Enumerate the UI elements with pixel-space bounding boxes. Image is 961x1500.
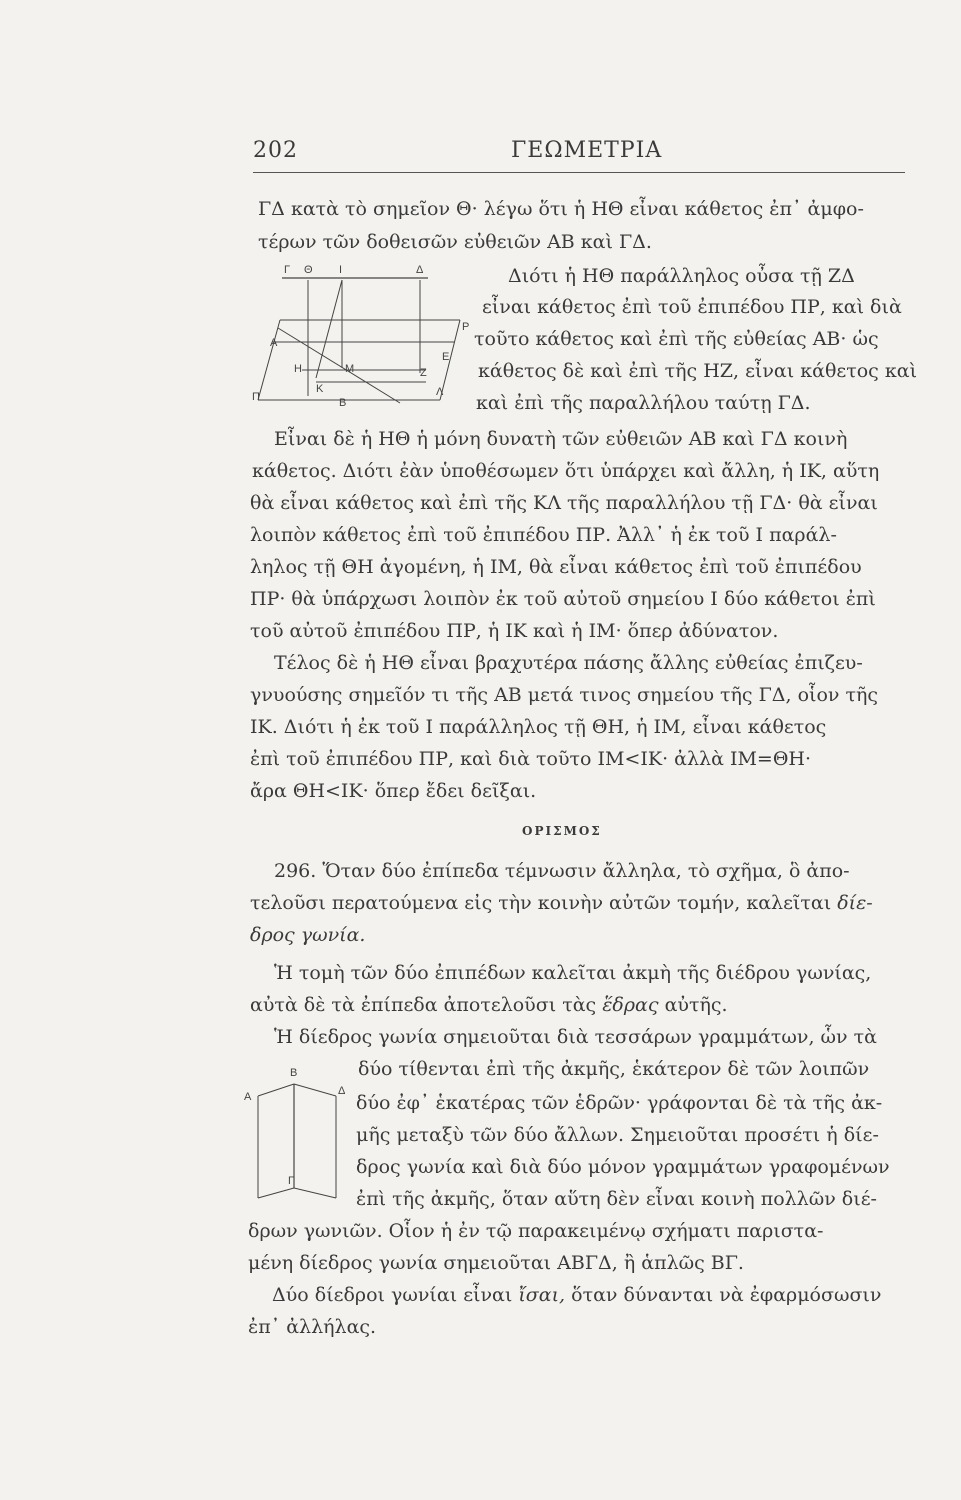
text-segment: ὅταν δύνανται νὰ ἐφαρμόσωσιν: [571, 1284, 882, 1306]
face-right-bottom: [294, 1188, 336, 1198]
text-line: μένη δίεδρος γωνία σημειοῦται ΑΒΓΔ, ἢ ἁπλῶς ΒΓ.: [248, 1252, 744, 1274]
label-r: Ρ: [462, 321, 470, 333]
label-b2: Β: [290, 1067, 298, 1079]
text-line: [274, 960, 871, 986]
label-th: Θ: [304, 264, 313, 276]
text-line: Τέλος δὲ ἡ ΗΘ εἶναι βραχυτέρα πάσης ἄλλης εὐθείας ἐπιζευ-: [274, 652, 863, 674]
text-line: 296. Ὅταν δύο ἐπίπεδα τέμνωσιν ἄλληλα, τὸ σχῆμα, ὃ ἀπο-: [274, 860, 850, 882]
label-d: Δ: [416, 264, 424, 276]
text-line: τοῦτο κάθετος καὶ ἐπὶ τῆς εὐθείας ΑΒ· ὡς: [474, 328, 879, 350]
text-line: [272, 1282, 881, 1308]
text-line: ἄρα ΘΗ<ΙΚ· ὅπερ ἔδει δεῖξαι.: [250, 780, 537, 802]
text-line: γνυούσης σημεῖόν τι τῆς ΑΒ μετά τινος σημείου τῆς ΓΔ, οἷον τῆς: [250, 684, 879, 706]
section-heading: ΟΡΙΣΜΟΣ: [522, 824, 602, 838]
label-l: Λ: [436, 386, 444, 398]
label-k: Κ: [316, 383, 324, 395]
text-line: ΠΡ· θὰ ὑπάρχωσι λοιπὸν ἐκ τοῦ αὐτοῦ σημείου Ι δύο κάθετοι ἐπὶ: [250, 588, 876, 610]
label-m: Μ: [345, 363, 355, 375]
label-g2: Γ: [288, 1175, 295, 1187]
term-diedros: δίε-: [837, 892, 873, 914]
text-line: κάθετος. Διότι ἐὰν ὑποθέσωμεν ὅτι ὑπάρχει καὶ ἄλλη, ἡ ΙΚ, αὕτη: [252, 460, 880, 482]
label-g: Γ: [284, 264, 291, 276]
text-line: ἐπ᾽ ἀλλήλας.: [248, 1316, 377, 1338]
dihedral-angle-figure: [238, 1058, 348, 1208]
text-line: Ἡ δίεδρος γωνία σημειοῦται διὰ τεσσάρων γραμμάτων, ὧν τὰ: [274, 1026, 877, 1048]
text-line: ληλος τῇ ΘΗ ἀγομένη, ἡ ΙΜ, θὰ εἶναι κάθετος ἐπὶ τοῦ ἐπιπέδου: [250, 556, 862, 578]
label-h: Η: [294, 363, 302, 375]
text-line: [250, 992, 728, 1018]
text-line: [250, 922, 365, 948]
text-line: ΓΔ κατὰ τὸ σημεῖον Θ· λέγω ὅτι ἡ ΗΘ εἶναι κάθετος ἐπ᾽ ἀμφο-: [258, 198, 864, 220]
label-z: Ζ: [420, 367, 427, 379]
text-line: Διότι ἡ ΗΘ παράλληλος οὖσα τῇ ΖΔ: [508, 265, 855, 287]
text-segment: αὐτῆς.: [664, 994, 728, 1016]
label-e: Ε: [442, 351, 450, 363]
text-line: ἐπὶ τοῦ ἐπιπέδου ΠΡ, καὶ διὰ τοῦτο ΙΜ<ΙΚ· ἀλλὰ ΙΜ=ΘΗ·: [250, 748, 812, 770]
text-line: [250, 890, 873, 916]
text-line: δρος γωνία καὶ διὰ δύο μόνον γραμμάτων γραφομένων: [356, 1156, 890, 1178]
text-line: ἐπὶ τῆς ἀκμῆς, ὅταν αὕτη δὲν εἶναι κοινὴ πολλῶν διέ-: [356, 1188, 877, 1210]
term-gonia: γωνία.: [300, 924, 366, 946]
text-line: ΙΚ. Διότι ἡ ἐκ τοῦ Ι παράλληλος τῇ ΘΗ, ἡ ΙΜ, εἶναι κάθετος: [250, 716, 827, 738]
text-line: δρων γωνιῶν. Οἷον ἡ ἐν τῷ παρακειμένῳ σχήματι παριστα-: [248, 1220, 824, 1242]
term-diedros-cont: δρος: [250, 924, 295, 946]
text-line: λοιπὸν κάθετος ἐπὶ τοῦ ἐπιπέδου ΠΡ. Ἀλλ᾽ ἡ ἐκ τοῦ Ι παράλ-: [250, 524, 837, 546]
label-a2: Α: [244, 1091, 252, 1103]
plane-edge-left: [258, 320, 280, 400]
text-line: μῆς μεταξὺ τῶν δύο ἄλλων. Σημειοῦται προσέτι ἡ δίε-: [356, 1124, 879, 1146]
text-line: τοῦ αὐτοῦ ἐπιπέδου ΠΡ, ἡ ΙΚ καὶ ἡ ΙΜ· ὅπερ ἀδύνατον.: [250, 620, 779, 642]
text-segment: Δύο δίεδροι γωνίαι εἶναι: [272, 1284, 513, 1306]
label-a: Α: [270, 337, 278, 349]
text-line: κάθετος δὲ καὶ ἐπὶ τῆς ΗΖ, εἶναι κάθετος καὶ: [478, 360, 918, 382]
text-line: εἶναι κάθετος ἐπὶ τοῦ ἐπιπέδου ΠΡ, καὶ διὰ: [482, 296, 902, 318]
face-right-top: [294, 1084, 336, 1096]
label-b: Β: [339, 397, 347, 408]
text-line: δύο ἐφ᾽ ἑκατέρας τῶν ἑδρῶν· γράφονται δὲ τὰ τῆς ἀκ-: [356, 1092, 883, 1114]
text-segment: τελοῦσι περατούμενα εἰς τὴν κοινὴν αὐτῶν τομήν, καλεῖται: [250, 892, 832, 914]
label-p: Π: [252, 391, 260, 403]
page-header: [253, 132, 905, 173]
label-i: Ι: [339, 264, 343, 276]
text-line: Εἶναι δὲ ἡ ΗΘ ἡ μόνη δυνατὴ τῶν εὐθειῶν ΑΒ καὶ ΓΔ κοινὴ: [274, 428, 848, 450]
text-line: τέρων τῶν δοθεισῶν εὐθειῶν ΑΒ καὶ ΓΔ.: [258, 231, 652, 253]
line-i-k: [316, 280, 342, 378]
running-title: ΓΕΩΜΕΤΡΙΑ: [511, 138, 663, 163]
perpendicular-lines-figure: [250, 258, 480, 408]
term-edras: ἕδρας: [602, 994, 659, 1016]
page-number: 202: [253, 138, 298, 163]
text-line: καὶ ἐπὶ τῆς παραλλήλου ταύτῃ ΓΔ.: [476, 392, 811, 414]
face-left-top: [258, 1084, 294, 1096]
text-line: δύο τίθενται ἐπὶ τῆς ἀκμῆς, ἑκάτερον δὲ τῶν λοιπῶν: [358, 1058, 870, 1080]
text-segment: ἀκμὴ τῆς διέδρου γωνίας,: [622, 962, 872, 984]
text-segment: Ἡ τομὴ τῶν δύο ἐπιπέδων καλεῖται: [274, 962, 617, 984]
text-line: θὰ εἶναι κάθετος καὶ ἐπὶ τῆς ΚΛ τῆς παραλλήλου τῇ ΓΔ· θὰ εἶναι: [250, 492, 878, 514]
face-left-bottom: [258, 1188, 294, 1198]
term-isai: ἴσαι,: [518, 1284, 566, 1306]
label-d2: Δ: [338, 1085, 346, 1097]
text-segment: αὐτὰ δὲ τὰ ἐπίπεδα ἀποτελοῦσι τὰς: [250, 994, 597, 1016]
